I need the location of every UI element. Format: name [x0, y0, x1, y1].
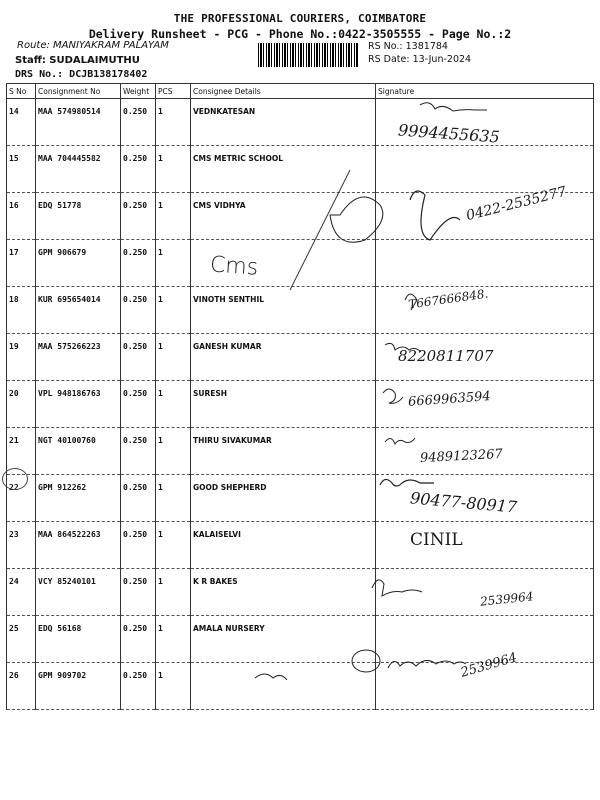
handwritten-phone-row-20: 6669963594: [407, 389, 492, 410]
row-consignee: SURESH: [191, 381, 376, 428]
row-weight: 0.250: [121, 663, 156, 710]
diagonal-stroke: [290, 170, 350, 290]
row-consignment-no: MAA 704445582: [36, 146, 121, 193]
row-pcs: 1: [156, 569, 191, 616]
row-consignment-no: MAA 574980514: [36, 99, 121, 146]
row-sno: 26: [7, 663, 36, 710]
handwritten-cms-row-17: Cms: [209, 252, 260, 281]
company-title: THE PROFESSIONAL COURIERS, COIMBATORE: [173, 12, 427, 25]
header-signature: Signature: [376, 84, 594, 99]
header-consignee: Consignee Details: [191, 84, 376, 99]
row-consignee: CMS VIDHYA: [191, 193, 376, 240]
header-sno: S No: [7, 84, 36, 99]
handwritten-phone-row-18: T667666848.: [407, 286, 490, 312]
signature-row-22: [380, 479, 434, 486]
row-weight: 0.250: [121, 475, 156, 522]
row-pcs: 1: [156, 240, 191, 287]
row-consignment-no: EDQ 51778: [36, 193, 121, 240]
row-weight: 0.250: [121, 146, 156, 193]
signature-row-16: [410, 191, 460, 240]
row-consignment-no: NGT 40100760: [36, 428, 121, 475]
runsheet-subtitle: Delivery Runsheet - PCG - Phone No.:0422-3505555 - Page No.:2: [88, 27, 512, 41]
row-sno: 18: [7, 287, 36, 334]
row-weight: 0.250: [121, 287, 156, 334]
handwritten-phone-row-19: 8220811707: [398, 347, 494, 365]
row-pcs: 1: [156, 475, 191, 522]
rs-date: RS Date: 13-Jun-2024: [368, 54, 472, 65]
staff-label: Staff: SUDALAIMUTHU: [15, 55, 140, 66]
handwritten-text-row-23: CINIL: [410, 530, 463, 550]
row-consignment-no: MAA 575266223: [36, 334, 121, 381]
row-sno: 15: [7, 146, 36, 193]
handwritten-phone-row-26: 2539964: [459, 650, 519, 681]
row-weight: 0.250: [121, 381, 156, 428]
signature-row-26: [388, 660, 466, 668]
row-consignment-no: MAA 864522263: [36, 522, 121, 569]
handwritten-phone-row-22: 90477-80917: [409, 488, 518, 517]
row-weight: 0.250: [121, 428, 156, 475]
handwritten-phone-row-21: 9489123267: [419, 446, 504, 467]
header-pcs: PCS: [156, 84, 191, 99]
row-consignment-no: EDQ 56168: [36, 616, 121, 663]
row-sno: 17: [7, 240, 36, 287]
handwritten-phone-row-16: 0422-2535277: [464, 183, 569, 225]
row-pcs: 1: [156, 381, 191, 428]
row-weight: 0.250: [121, 193, 156, 240]
row-weight: 0.250: [121, 334, 156, 381]
header-weight: Weight: [121, 84, 156, 99]
row-weight: 0.250: [121, 569, 156, 616]
row-sno: 19: [7, 334, 36, 381]
row-sno: 14: [7, 99, 36, 146]
signature-row-24: [372, 580, 422, 596]
row-pcs: 1: [156, 99, 191, 146]
row-consignee: VINOTH SENTHIL: [191, 287, 376, 334]
row-pcs: 1: [156, 334, 191, 381]
signature-row-14: [420, 103, 487, 111]
row-consignment-no: GPM 909702: [36, 663, 121, 710]
row-pcs: 1: [156, 428, 191, 475]
row-sno: 23: [7, 522, 36, 569]
row-pcs: 1: [156, 522, 191, 569]
rs-number: RS No.: 1381784: [368, 41, 448, 52]
route-label: Route: MANIYAKRAM PALAYAM: [17, 40, 169, 51]
handwritten-phone-row-24: 2539964: [479, 589, 535, 609]
handwritten-phone-row-14: 9994455635: [397, 120, 501, 147]
mark-row-26: [255, 674, 287, 680]
row-sno: 20: [7, 381, 36, 428]
row-pcs: 1: [156, 287, 191, 334]
row-consignee: K R BAKES: [191, 569, 376, 616]
row-weight: 0.250: [121, 240, 156, 287]
row-pcs: 1: [156, 193, 191, 240]
row-consignment-no: VCY 85240101: [36, 569, 121, 616]
signature-row-20: [383, 389, 403, 403]
row-consignee: GOOD SHEPHERD: [191, 475, 376, 522]
row-consignment-no: GPM 906679: [36, 240, 121, 287]
row-weight: 0.250: [121, 616, 156, 663]
row-consignment-no: VPL 948186763: [36, 381, 121, 428]
row-pcs: 1: [156, 663, 191, 710]
row-sno: 21: [7, 428, 36, 475]
row-consignment-no: KUR 695654014: [36, 287, 121, 334]
signature-circle-row-26: [352, 650, 380, 672]
header-consignment: Consignment No: [36, 84, 121, 99]
drs-number: DRS No.: DCJB138178402: [15, 69, 148, 80]
row-consignee: KALAISELVI: [191, 522, 376, 569]
row-consignee: GANESH KUMAR: [191, 334, 376, 381]
row-sno: 25: [7, 616, 36, 663]
row-sno: 16: [7, 193, 36, 240]
row-sno: 22: [7, 475, 36, 522]
row-consignee: AMALA NURSERY: [191, 616, 376, 663]
row-weight: 0.250: [121, 522, 156, 569]
row-sno: 24: [7, 569, 36, 616]
row-consignee: THIRU SIVAKUMAR: [191, 428, 376, 475]
row-pcs: 1: [156, 146, 191, 193]
row-consignment-no: GPM 912262: [36, 475, 121, 522]
signature-circle-row-16: [330, 197, 383, 242]
row-weight: 0.250: [121, 99, 156, 146]
row-consignee: CMS METRIC SCHOOL: [191, 146, 376, 193]
row-consignee: VEDNKATESAN: [191, 99, 376, 146]
row-pcs: 1: [156, 616, 191, 663]
signature-row-21: [385, 438, 415, 444]
